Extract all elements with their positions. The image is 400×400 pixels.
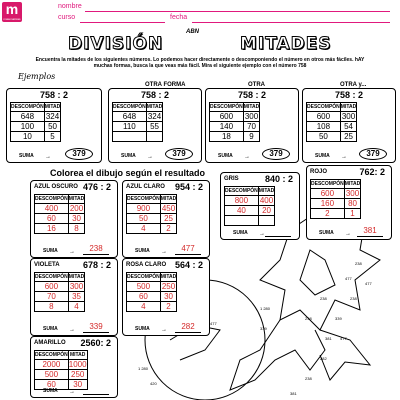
- table-row: [311, 189, 361, 199]
- table-row: [127, 292, 177, 302]
- exercise-7-color-label: AMARILLO: [34, 340, 66, 346]
- exercise-1-color-label: AZUL OSCURO: [34, 184, 78, 190]
- descomp-cell[interactable]: 500: [127, 282, 161, 292]
- example-1-table: [10, 102, 61, 142]
- descomp-cell[interactable]: 10: [11, 132, 45, 142]
- table-row: [113, 132, 163, 142]
- mitad-cell[interactable]: 324: [45, 112, 60, 121]
- table-row: [35, 302, 85, 312]
- example-2-label: OTRA FORMA: [145, 82, 186, 88]
- mitad-cell[interactable]: 250: [68, 370, 87, 380]
- drawing-number: 477: [365, 281, 372, 286]
- exercise-5-box: [30, 258, 118, 336]
- mitad-cell[interactable]: 20: [258, 206, 274, 216]
- descomp-cell[interactable]: 2: [311, 209, 345, 219]
- title-abn: ABN: [186, 29, 199, 35]
- curso-line: [80, 22, 165, 23]
- header-descomp: DESCOMPÓN: [127, 274, 160, 280]
- header-mitad: MITAD: [69, 352, 86, 358]
- header-mitad: MITAD: [340, 104, 357, 110]
- matematicas-logo: m matematicas: [3, 1, 21, 21]
- example-4-box: [302, 88, 396, 163]
- mitad-cell[interactable]: 55: [146, 122, 162, 132]
- exercise-6-suma-label: SUMA: [135, 326, 150, 332]
- title-division: DIVISIÓN: [68, 34, 164, 54]
- exercise-5-operation: 678 : 2: [82, 260, 111, 270]
- descomp-cell[interactable]: 16: [35, 224, 69, 234]
- example-3-box: [205, 88, 299, 163]
- table-row: [307, 112, 357, 122]
- table-row: [11, 122, 61, 132]
- example-3-operation: 758 : 2: [237, 90, 267, 100]
- mitad-cell[interactable]: 30: [68, 380, 87, 390]
- example-2-operation: 758 : 2: [140, 90, 170, 100]
- example-3-suma-value[interactable]: 379: [262, 148, 290, 160]
- example-1-operation: 758 : 2: [39, 90, 69, 100]
- mitad-cell[interactable]: 200: [69, 204, 84, 213]
- mitad-cell[interactable]: 54: [340, 122, 356, 132]
- mitad-cell[interactable]: 8: [68, 224, 84, 234]
- drawing-number: 477: [340, 336, 347, 341]
- arrow-icon: →: [147, 154, 153, 160]
- table-row: [127, 282, 177, 292]
- exercise-5-suma-value[interactable]: 339: [83, 322, 109, 333]
- mitad-cell[interactable]: 1000: [68, 360, 87, 369]
- table-row: [127, 224, 177, 234]
- table-row: [35, 204, 85, 214]
- mitad-cell[interactable]: 25: [340, 132, 356, 142]
- drawing-number: 477: [210, 321, 217, 326]
- table-row: [35, 292, 85, 302]
- arrow-icon: →: [161, 327, 167, 333]
- table-row: [225, 206, 275, 216]
- exercise-3-box: [220, 172, 300, 240]
- table-row: [11, 112, 61, 122]
- intro-text: [4, 57, 396, 69]
- mitad-cell[interactable]: 5: [44, 132, 60, 142]
- mitad-cell[interactable]: 9: [243, 132, 259, 142]
- drawing-number: 381: [290, 391, 297, 396]
- table-row: [307, 132, 357, 142]
- drawing-number: 238: [355, 261, 362, 266]
- exercise-3-suma-label: SUMA: [233, 230, 248, 236]
- table-row: [113, 122, 163, 132]
- exercise-5-table: [34, 272, 85, 312]
- exercise-2-suma-label: SUMA: [135, 248, 150, 254]
- header-descomp: DESCOMPÓN: [225, 188, 258, 194]
- descomp-cell[interactable]: 110: [113, 122, 147, 132]
- mitad-cell[interactable]: [258, 216, 274, 226]
- example-4-label: OTRA y...: [340, 82, 367, 88]
- exercise-2-operation: 954 : 2: [174, 182, 203, 192]
- exercise-7-box: [30, 336, 118, 398]
- descomp-cell[interactable]: 900: [127, 204, 161, 214]
- mitad-cell[interactable]: 80: [344, 199, 360, 209]
- drawing-number: 282: [320, 356, 327, 361]
- exercise-2-box: [122, 180, 210, 258]
- header-mitad: MITAD: [146, 104, 163, 110]
- drawing-number: 238: [305, 316, 312, 321]
- nombre-label: nombre: [58, 3, 82, 10]
- exercise-4-color-label: ROJO: [310, 169, 328, 175]
- descomp-cell[interactable]: 40: [225, 206, 259, 216]
- drawing-number: 477: [345, 276, 352, 281]
- descomp-cell[interactable]: 50: [127, 214, 161, 224]
- mitad-cell[interactable]: 30: [68, 214, 84, 224]
- header-mitad: MITAD: [68, 196, 85, 202]
- header-mitad: MITAD: [44, 104, 61, 110]
- exercise-6-table: [126, 272, 177, 312]
- exercise-4-table: [310, 179, 361, 219]
- example-3-suma-label: SUMA: [218, 153, 233, 159]
- exercise-5-suma-label: SUMA: [43, 326, 58, 332]
- example-1-suma-label: SUMA: [19, 153, 34, 159]
- example-4-table: [306, 102, 357, 142]
- descomp-cell[interactable]: 140: [210, 122, 244, 132]
- table-row: [35, 214, 85, 224]
- descomp-cell[interactable]: 4: [127, 224, 161, 234]
- table-row: [127, 204, 177, 214]
- descomp-cell[interactable]: 60: [35, 380, 69, 390]
- example-1-suma-value[interactable]: 379: [65, 148, 93, 160]
- example-4-suma-value[interactable]: 379: [359, 148, 387, 160]
- example-2-table: [112, 102, 163, 142]
- arrow-icon: →: [45, 154, 51, 160]
- drawing-number: 339: [335, 316, 342, 321]
- header-descomp: DESCOMPÓN: [35, 196, 68, 202]
- fecha-label: fecha: [170, 14, 188, 21]
- mitad-cell[interactable]: 4: [68, 302, 84, 312]
- mitad-cell[interactable]: 1: [344, 209, 360, 219]
- header-descomp: DESCOMPÓN: [307, 104, 340, 110]
- mitad-cell[interactable]: [146, 132, 162, 142]
- table-row: [210, 132, 260, 142]
- descomp-cell[interactable]: 100: [11, 122, 45, 132]
- exercise-3-color-label: GRIS: [224, 176, 239, 182]
- descomp-cell[interactable]: 600: [35, 282, 69, 292]
- header-descomp: DESCOMPÓN: [311, 181, 344, 187]
- exercise-4-operation: 762: 2: [359, 167, 385, 177]
- descomp-cell[interactable]: 2000: [35, 360, 69, 370]
- arrow-icon: →: [259, 231, 265, 237]
- table-row: [311, 199, 361, 209]
- curso-label: curso: [58, 14, 76, 21]
- exercise-6-suma-value[interactable]: 282: [175, 322, 201, 333]
- arrow-icon: →: [341, 154, 347, 160]
- mitad-cell[interactable]: 50: [44, 122, 60, 132]
- descomp-cell[interactable]: 18: [210, 132, 244, 142]
- mitad-cell[interactable]: 35: [68, 292, 84, 302]
- header-descomp: DESCOMPÓN: [210, 104, 243, 110]
- example-2-suma-label: SUMA: [121, 153, 136, 159]
- header-mitad: MITAD: [160, 196, 177, 202]
- exercise-1-suma-label: SUMA: [43, 248, 58, 254]
- example-4-suma-label: SUMA: [315, 153, 330, 159]
- descomp-cell[interactable]: 60: [35, 214, 69, 224]
- exercise-1-operation: 476 : 2: [82, 182, 111, 192]
- table-row: [35, 282, 85, 292]
- exercise-2-table: [126, 194, 177, 234]
- descomp-cell[interactable]: 8: [35, 302, 69, 312]
- descomp-cell[interactable]: 160: [311, 199, 345, 209]
- arrow-icon: →: [69, 389, 75, 395]
- drawing-number: 238: [320, 296, 327, 301]
- table-row: [307, 122, 357, 132]
- example-1-box: [6, 88, 102, 163]
- arrow-icon: →: [161, 249, 167, 255]
- table-row: [127, 302, 177, 312]
- mitad-cell[interactable]: 324: [147, 112, 162, 121]
- mitad-cell[interactable]: 300: [244, 112, 259, 121]
- mitad-cell[interactable]: 30: [160, 292, 176, 302]
- mitad-cell[interactable]: 25: [160, 214, 176, 224]
- drawing-number: 1 280: [260, 306, 271, 311]
- descomp-cell[interactable]: 800: [225, 196, 259, 206]
- descomp-cell[interactable]: 400: [35, 204, 69, 214]
- arrow-icon: →: [244, 154, 250, 160]
- nombre-line: [85, 11, 390, 12]
- exercise-7-suma-label: SUMA: [43, 388, 58, 394]
- exercise-5-color-label: VIOLETA: [34, 262, 60, 268]
- colorea-instruction: Colorea el dibujo según el resultado: [50, 168, 206, 178]
- table-row: [113, 112, 163, 122]
- table-row: [210, 122, 260, 132]
- header-mitad: MITAD: [160, 274, 177, 280]
- header-descomp: DESCOMPÓN: [127, 196, 160, 202]
- exercise-6-box: [122, 258, 210, 336]
- exercise-1-table: [34, 194, 85, 234]
- mitad-cell[interactable]: 2: [160, 224, 176, 234]
- table-row: [311, 209, 361, 219]
- drawing-number: 420: [150, 381, 157, 386]
- exercise-4-suma-value[interactable]: 381: [357, 226, 383, 237]
- descomp-cell[interactable]: 108: [307, 122, 341, 132]
- intro-line-2: muchas formas, busca la que veas más fácil. Mira el siguiente ejemplo con el número 758: [93, 63, 307, 69]
- header-descomp: DESCOMPÓN: [35, 274, 68, 280]
- header-descomp: DESCOMPÓN: [35, 352, 68, 358]
- header-mitad: MITAD: [344, 181, 361, 187]
- mitad-cell[interactable]: 250: [161, 282, 176, 291]
- example-2-suma-value[interactable]: 379: [165, 148, 193, 160]
- descomp-cell[interactable]: 4: [127, 302, 161, 312]
- mitad-cell[interactable]: 70: [243, 122, 259, 132]
- descomp-cell[interactable]: 50: [307, 132, 341, 142]
- drawing-number: 339: [260, 326, 267, 331]
- descomp-cell[interactable]: [225, 216, 259, 226]
- arrow-icon: →: [345, 231, 351, 237]
- mitad-cell[interactable]: 300: [341, 112, 356, 121]
- arrow-icon: →: [69, 327, 75, 333]
- mitad-cell[interactable]: 450: [161, 204, 176, 213]
- exercise-1-box: [30, 180, 118, 258]
- arrow-icon: →: [69, 249, 75, 255]
- header-mitad: MITAD: [68, 274, 85, 280]
- example-2-box: [108, 88, 202, 163]
- mitad-cell[interactable]: 300: [69, 282, 84, 291]
- header-mitad: MITAD: [258, 188, 275, 194]
- table-row: [11, 132, 61, 142]
- drawing-number: 238: [350, 296, 357, 301]
- drawing-number: 1 280: [138, 366, 149, 371]
- table-row: [225, 216, 275, 226]
- ejemplos-label: Ejemplos: [18, 72, 56, 81]
- exercise-6-color-label: ROSA CLARO: [126, 262, 167, 268]
- table-row: [35, 360, 88, 370]
- descomp-cell[interactable]: 500: [35, 370, 69, 380]
- exercise-2-color-label: AZUL CLARO: [126, 184, 165, 190]
- header-descomp: DESCOMPÓN: [113, 104, 146, 110]
- fecha-line: [192, 22, 390, 23]
- descomp-cell[interactable]: [113, 132, 147, 142]
- example-3-label: OTRA: [248, 82, 265, 88]
- title-mitades: MITADES: [240, 34, 332, 54]
- drawing-number: 381: [325, 336, 332, 341]
- descomp-cell[interactable]: 70: [35, 292, 69, 302]
- exercise-3-table: [224, 186, 275, 226]
- descomp-cell[interactable]: 600: [311, 189, 345, 199]
- descomp-cell[interactable]: 648: [113, 112, 147, 122]
- exercise-7-suma-value[interactable]: [83, 384, 109, 395]
- exercise-2-suma-value[interactable]: 477: [175, 244, 201, 255]
- header-descomp: DESCOMPÓN: [11, 104, 44, 110]
- descomp-cell[interactable]: 600: [307, 112, 341, 122]
- example-3-table: [209, 102, 260, 142]
- mitad-cell[interactable]: 300: [345, 189, 360, 198]
- exercise-3-operation: 840 : 2: [264, 174, 293, 184]
- table-row: [225, 196, 275, 206]
- exercise-7-operation: 2560: 2: [80, 338, 111, 348]
- mitad-cell[interactable]: 2: [160, 302, 176, 312]
- exercise-6-operation: 564 : 2: [174, 260, 203, 270]
- exercise-4-suma-label: SUMA: [319, 230, 334, 236]
- drawing-number: 238: [305, 376, 312, 381]
- descomp-cell[interactable]: 600: [210, 112, 244, 122]
- exercise-3-suma-value[interactable]: [265, 226, 291, 237]
- descomp-cell[interactable]: 60: [127, 292, 161, 302]
- intro-line-1: Encuentra la mitades de los siguientes números. Lo podemos hacer directamente o descomponiendo el número en otros más fáciles. hAY: [35, 57, 365, 63]
- table-row: [210, 112, 260, 122]
- table-row: [35, 224, 85, 234]
- table-row: [35, 370, 88, 380]
- exercise-1-suma-value[interactable]: 238: [83, 244, 109, 255]
- mitad-cell[interactable]: 400: [259, 196, 274, 205]
- header-mitad: MITAD: [243, 104, 260, 110]
- example-4-operation: 758 : 2: [334, 90, 364, 100]
- exercise-4-box: [306, 165, 392, 240]
- descomp-cell[interactable]: 648: [11, 112, 45, 122]
- table-row: [127, 214, 177, 224]
- drawing-body: [300, 250, 335, 295]
- exercise-7-table: [34, 350, 88, 390]
